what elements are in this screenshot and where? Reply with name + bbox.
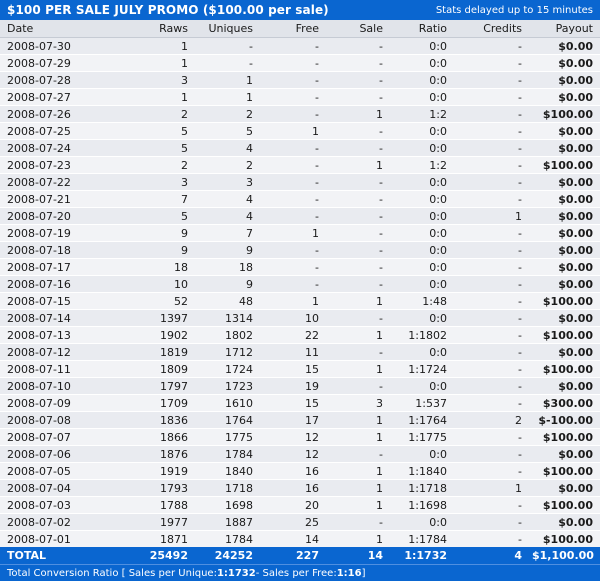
cell-credits: - bbox=[518, 243, 522, 257]
cell-payout: $0.00 bbox=[558, 515, 593, 529]
cell-raws: 9 bbox=[181, 226, 188, 240]
cell-uniques: 1718 bbox=[225, 481, 253, 495]
cell-ratio: 0:0 bbox=[429, 73, 447, 87]
cell-credits: - bbox=[518, 277, 522, 291]
footer-suffix: ] bbox=[361, 567, 366, 579]
cell-credits: - bbox=[518, 328, 522, 342]
cell-date: 2008-07-03 bbox=[7, 498, 71, 512]
cell-payout: $0.00 bbox=[558, 447, 593, 461]
cell-date: 2008-07-23 bbox=[7, 158, 71, 172]
cell-credits: 2 bbox=[515, 413, 522, 427]
table-row bbox=[0, 480, 600, 497]
cell-date: 2008-07-19 bbox=[7, 226, 71, 240]
cell-ratio: 1:1718 bbox=[408, 481, 447, 495]
cell-free: 16 bbox=[305, 481, 319, 495]
footer-prefix: Total Conversion Ratio [ Sales per Unique: bbox=[7, 567, 217, 579]
sales-per-unique: 1:1732 bbox=[216, 567, 256, 579]
cell-uniques: 1723 bbox=[225, 379, 253, 393]
cell-ratio: 1:48 bbox=[422, 294, 447, 308]
column-header-sale: Sale bbox=[359, 22, 383, 35]
cell-free: 11 bbox=[305, 345, 319, 359]
total-sale: 14 bbox=[367, 549, 383, 562]
cell-ratio: 0:0 bbox=[429, 515, 447, 529]
cell-ratio: 1:1698 bbox=[408, 498, 447, 512]
cell-raws: 5 bbox=[181, 124, 188, 138]
cell-date: 2008-07-27 bbox=[7, 90, 71, 104]
cell-uniques: 1784 bbox=[225, 532, 253, 546]
table-row bbox=[0, 242, 600, 259]
cell-raws: 1809 bbox=[160, 362, 188, 376]
cell-free: - bbox=[315, 90, 319, 104]
cell-uniques: 1724 bbox=[225, 362, 253, 376]
cell-date: 2008-07-09 bbox=[7, 396, 71, 410]
cell-free: 1 bbox=[312, 124, 319, 138]
cell-payout: $0.00 bbox=[558, 345, 593, 359]
cell-uniques: 18 bbox=[239, 260, 253, 274]
cell-credits: - bbox=[518, 73, 522, 87]
cell-payout: $100.00 bbox=[542, 532, 593, 546]
cell-ratio: 0:0 bbox=[429, 141, 447, 155]
cell-raws: 1819 bbox=[160, 345, 188, 359]
cell-raws: 1836 bbox=[160, 413, 188, 427]
cell-date: 2008-07-30 bbox=[7, 39, 71, 53]
cell-credits: - bbox=[518, 260, 522, 274]
cell-payout: $0.00 bbox=[558, 379, 593, 393]
cell-credits: - bbox=[518, 532, 522, 546]
cell-ratio: 0:0 bbox=[429, 447, 447, 461]
column-header-date: Date bbox=[7, 22, 34, 35]
cell-payout: $100.00 bbox=[542, 328, 593, 342]
cell-date: 2008-07-14 bbox=[7, 311, 71, 325]
cell-raws: 1977 bbox=[160, 515, 188, 529]
table-row bbox=[0, 463, 600, 480]
cell-payout: $100.00 bbox=[542, 498, 593, 512]
cell-ratio: 0:0 bbox=[429, 226, 447, 240]
cell-payout: $0.00 bbox=[558, 141, 593, 155]
total-credits: 4 bbox=[514, 549, 522, 562]
cell-date: 2008-07-24 bbox=[7, 141, 71, 155]
column-header-payout: Payout bbox=[555, 22, 593, 35]
cell-sale: 1 bbox=[376, 464, 383, 478]
table-row bbox=[0, 225, 600, 242]
table-row bbox=[0, 174, 600, 191]
cell-date: 2008-07-21 bbox=[7, 192, 71, 206]
cell-credits: - bbox=[518, 515, 522, 529]
cell-raws: 1397 bbox=[160, 311, 188, 325]
table-row bbox=[0, 89, 600, 106]
cell-date: 2008-07-18 bbox=[7, 243, 71, 257]
cell-uniques: 5 bbox=[246, 124, 253, 138]
cell-uniques: 1802 bbox=[225, 328, 253, 342]
table-row bbox=[0, 123, 600, 140]
cell-payout: $0.00 bbox=[558, 277, 593, 291]
footer-middle: - Sales per Free: bbox=[255, 567, 337, 579]
cell-payout: $0.00 bbox=[558, 226, 593, 240]
cell-sale: - bbox=[379, 226, 383, 240]
cell-date: 2008-07-29 bbox=[7, 56, 71, 70]
table-row bbox=[0, 38, 600, 55]
column-header-raws: Raws bbox=[159, 22, 188, 35]
cell-ratio: 1:1775 bbox=[408, 430, 447, 444]
cell-payout: $100.00 bbox=[542, 294, 593, 308]
cell-raws: 1788 bbox=[160, 498, 188, 512]
cell-free: 16 bbox=[305, 464, 319, 478]
cell-raws: 5 bbox=[181, 209, 188, 223]
total-uniques: 24252 bbox=[214, 549, 253, 562]
cell-free: 22 bbox=[305, 328, 319, 342]
column-header-credits: Credits bbox=[483, 22, 522, 35]
cell-sale: 3 bbox=[376, 396, 383, 410]
cell-raws: 1793 bbox=[160, 481, 188, 495]
cell-raws: 1866 bbox=[160, 430, 188, 444]
cell-credits: - bbox=[518, 430, 522, 444]
cell-credits: - bbox=[518, 175, 522, 189]
table-row bbox=[0, 378, 600, 395]
cell-date: 2008-07-10 bbox=[7, 379, 71, 393]
cell-payout: $0.00 bbox=[558, 243, 593, 257]
cell-free: - bbox=[315, 277, 319, 291]
cell-credits: - bbox=[518, 345, 522, 359]
cell-uniques: - bbox=[249, 39, 253, 53]
cell-payout: $100.00 bbox=[542, 107, 593, 121]
table-row bbox=[0, 259, 600, 276]
cell-sale: 1 bbox=[376, 532, 383, 546]
cell-credits: - bbox=[518, 226, 522, 240]
table-row bbox=[0, 412, 600, 429]
cell-raws: 7 bbox=[181, 192, 188, 206]
cell-ratio: 0:0 bbox=[429, 277, 447, 291]
cell-uniques: - bbox=[249, 56, 253, 70]
cell-raws: 1876 bbox=[160, 447, 188, 461]
cell-raws: 1871 bbox=[160, 532, 188, 546]
cell-uniques: 2 bbox=[246, 158, 253, 172]
cell-uniques: 1610 bbox=[225, 396, 253, 410]
table-row bbox=[0, 191, 600, 208]
cell-ratio: 0:0 bbox=[429, 379, 447, 393]
cell-sale: - bbox=[379, 260, 383, 274]
cell-payout: $0.00 bbox=[558, 311, 593, 325]
cell-free: - bbox=[315, 73, 319, 87]
cell-payout: $0.00 bbox=[558, 175, 593, 189]
table-row bbox=[0, 293, 600, 310]
cell-date: 2008-07-08 bbox=[7, 413, 71, 427]
cell-sale: - bbox=[379, 56, 383, 70]
cell-free: 12 bbox=[305, 447, 319, 461]
cell-uniques: 1314 bbox=[225, 311, 253, 325]
cell-sale: - bbox=[379, 90, 383, 104]
cell-date: 2008-07-02 bbox=[7, 515, 71, 529]
table-row bbox=[0, 361, 600, 378]
cell-sale: 1 bbox=[376, 481, 383, 495]
cell-date: 2008-07-04 bbox=[7, 481, 71, 495]
total-row bbox=[0, 547, 600, 564]
cell-raws: 2 bbox=[181, 158, 188, 172]
cell-uniques: 48 bbox=[239, 294, 253, 308]
cell-free: 25 bbox=[305, 515, 319, 529]
cell-free: 19 bbox=[305, 379, 319, 393]
cell-credits: - bbox=[518, 90, 522, 104]
cell-raws: 1 bbox=[181, 90, 188, 104]
cell-uniques: 1840 bbox=[225, 464, 253, 478]
cell-uniques: 4 bbox=[246, 209, 253, 223]
table-body bbox=[0, 38, 600, 548]
cell-sale: 1 bbox=[376, 107, 383, 121]
cell-credits: - bbox=[518, 396, 522, 410]
column-header-ratio: Ratio bbox=[418, 22, 447, 35]
cell-date: 2008-07-17 bbox=[7, 260, 71, 274]
cell-ratio: 0:0 bbox=[429, 311, 447, 325]
cell-free: - bbox=[315, 260, 319, 274]
cell-credits: - bbox=[518, 141, 522, 155]
cell-uniques: 1698 bbox=[225, 498, 253, 512]
cell-raws: 1 bbox=[181, 56, 188, 70]
cell-free: 1 bbox=[312, 226, 319, 240]
cell-credits: - bbox=[518, 362, 522, 376]
cell-sale: 1 bbox=[376, 328, 383, 342]
cell-date: 2008-07-01 bbox=[7, 532, 71, 546]
cell-credits: - bbox=[518, 447, 522, 461]
cell-free: - bbox=[315, 56, 319, 70]
stats-table bbox=[0, 20, 600, 548]
cell-ratio: 1:1784 bbox=[408, 532, 447, 546]
cell-sale: 1 bbox=[376, 294, 383, 308]
cell-ratio: 0:0 bbox=[429, 345, 447, 359]
total-raws: 25492 bbox=[149, 549, 188, 562]
cell-payout: $0.00 bbox=[558, 39, 593, 53]
cell-date: 2008-07-15 bbox=[7, 294, 71, 308]
cell-payout: $0.00 bbox=[558, 90, 593, 104]
column-header-free: Free bbox=[295, 22, 319, 35]
cell-credits: - bbox=[518, 158, 522, 172]
cell-credits: - bbox=[518, 107, 522, 121]
cell-ratio: 1:1724 bbox=[408, 362, 447, 376]
cell-date: 2008-07-26 bbox=[7, 107, 71, 121]
cell-date: 2008-07-07 bbox=[7, 430, 71, 444]
cell-sale: 1 bbox=[376, 413, 383, 427]
cell-date: 2008-07-12 bbox=[7, 345, 71, 359]
cell-raws: 10 bbox=[174, 277, 188, 291]
cell-uniques: 1775 bbox=[225, 430, 253, 444]
cell-ratio: 0:0 bbox=[429, 192, 447, 206]
cell-sale: - bbox=[379, 209, 383, 223]
table-row bbox=[0, 276, 600, 293]
cell-ratio: 0:0 bbox=[429, 175, 447, 189]
table-row bbox=[0, 446, 600, 463]
cell-payout: $0.00 bbox=[558, 260, 593, 274]
cell-ratio: 1:2 bbox=[429, 107, 447, 121]
table-row bbox=[0, 208, 600, 225]
cell-sale: - bbox=[379, 515, 383, 529]
cell-credits: 1 bbox=[515, 209, 522, 223]
cell-uniques: 1764 bbox=[225, 413, 253, 427]
cell-free: 1 bbox=[312, 294, 319, 308]
cell-date: 2008-07-06 bbox=[7, 447, 71, 461]
cell-ratio: 1:1840 bbox=[408, 464, 447, 478]
cell-uniques: 4 bbox=[246, 141, 253, 155]
column-header-uniques: Uniques bbox=[208, 22, 253, 35]
cell-credits: - bbox=[518, 56, 522, 70]
table-row bbox=[0, 514, 600, 531]
cell-uniques: 2 bbox=[246, 107, 253, 121]
table-row bbox=[0, 55, 600, 72]
cell-date: 2008-07-22 bbox=[7, 175, 71, 189]
cell-uniques: 9 bbox=[246, 243, 253, 257]
table-row bbox=[0, 344, 600, 361]
cell-raws: 1 bbox=[181, 39, 188, 53]
cell-credits: - bbox=[518, 379, 522, 393]
cell-payout: $0.00 bbox=[558, 192, 593, 206]
cell-payout: $0.00 bbox=[558, 209, 593, 223]
cell-payout: $100.00 bbox=[542, 464, 593, 478]
cell-uniques: 9 bbox=[246, 277, 253, 291]
table-row bbox=[0, 531, 600, 548]
cell-payout: $300.00 bbox=[542, 396, 593, 410]
cell-date: 2008-07-25 bbox=[7, 124, 71, 138]
cell-payout: $100.00 bbox=[542, 362, 593, 376]
cell-free: 14 bbox=[305, 532, 319, 546]
cell-date: 2008-07-11 bbox=[7, 362, 71, 376]
cell-raws: 1919 bbox=[160, 464, 188, 478]
cell-ratio: 0:0 bbox=[429, 124, 447, 138]
cell-raws: 3 bbox=[181, 73, 188, 87]
table-row bbox=[0, 395, 600, 412]
cell-raws: 1709 bbox=[160, 396, 188, 410]
cell-payout: $0.00 bbox=[558, 56, 593, 70]
cell-sale: - bbox=[379, 243, 383, 257]
cell-ratio: 0:0 bbox=[429, 90, 447, 104]
cell-free: - bbox=[315, 107, 319, 121]
cell-sale: - bbox=[379, 192, 383, 206]
cell-uniques: 1 bbox=[246, 90, 253, 104]
total-free: 227 bbox=[296, 549, 319, 562]
cell-free: 15 bbox=[305, 396, 319, 410]
cell-payout: $0.00 bbox=[558, 124, 593, 138]
cell-raws: 1797 bbox=[160, 379, 188, 393]
cell-free: - bbox=[315, 158, 319, 172]
total-ratio: 1:1732 bbox=[404, 549, 447, 562]
cell-credits: - bbox=[518, 464, 522, 478]
cell-payout: $100.00 bbox=[542, 430, 593, 444]
cell-ratio: 1:1802 bbox=[408, 328, 447, 342]
cell-ratio: 0:0 bbox=[429, 260, 447, 274]
cell-ratio: 1:1764 bbox=[408, 413, 447, 427]
cell-uniques: 1 bbox=[246, 73, 253, 87]
cell-free: 12 bbox=[305, 430, 319, 444]
cell-ratio: 1:537 bbox=[415, 396, 447, 410]
table-row bbox=[0, 106, 600, 123]
cell-free: - bbox=[315, 39, 319, 53]
cell-sale: - bbox=[379, 345, 383, 359]
table-row bbox=[0, 310, 600, 327]
cell-raws: 18 bbox=[174, 260, 188, 274]
table-row bbox=[0, 429, 600, 446]
cell-sale: 1 bbox=[376, 158, 383, 172]
cell-sale: 1 bbox=[376, 430, 383, 444]
cell-date: 2008-07-13 bbox=[7, 328, 71, 342]
cell-uniques: 4 bbox=[246, 192, 253, 206]
cell-raws: 5 bbox=[181, 141, 188, 155]
cell-free: 10 bbox=[305, 311, 319, 325]
cell-uniques: 3 bbox=[246, 175, 253, 189]
stats-delay-note: Stats delayed up to 15 minutes bbox=[435, 4, 593, 16]
cell-free: - bbox=[315, 175, 319, 189]
cell-credits: 1 bbox=[515, 481, 522, 495]
table-header bbox=[0, 20, 600, 38]
promo-title: $100 PER SALE JULY PROMO ($100.00 per sale) bbox=[7, 3, 329, 17]
cell-free: - bbox=[315, 141, 319, 155]
cell-sale: - bbox=[379, 175, 383, 189]
cell-sale: - bbox=[379, 311, 383, 325]
table-row bbox=[0, 497, 600, 514]
cell-free: 15 bbox=[305, 362, 319, 376]
cell-date: 2008-07-20 bbox=[7, 209, 71, 223]
table-row bbox=[0, 140, 600, 157]
cell-payout: $0.00 bbox=[558, 73, 593, 87]
cell-sale: - bbox=[379, 447, 383, 461]
cell-sale: - bbox=[379, 73, 383, 87]
cell-ratio: 0:0 bbox=[429, 209, 447, 223]
table-row bbox=[0, 72, 600, 89]
cell-credits: - bbox=[518, 498, 522, 512]
cell-ratio: 1:2 bbox=[429, 158, 447, 172]
cell-payout: $100.00 bbox=[542, 158, 593, 172]
cell-uniques: 1784 bbox=[225, 447, 253, 461]
cell-sale: 1 bbox=[376, 362, 383, 376]
cell-credits: - bbox=[518, 39, 522, 53]
cell-credits: - bbox=[518, 192, 522, 206]
cell-credits: - bbox=[518, 294, 522, 308]
cell-raws: 2 bbox=[181, 107, 188, 121]
cell-free: - bbox=[315, 209, 319, 223]
cell-credits: - bbox=[518, 311, 522, 325]
cell-sale: 1 bbox=[376, 498, 383, 512]
sales-per-free: 1:16 bbox=[336, 567, 362, 579]
table-row bbox=[0, 327, 600, 344]
cell-date: 2008-07-05 bbox=[7, 464, 71, 478]
cell-raws: 9 bbox=[181, 243, 188, 257]
cell-sale: - bbox=[379, 39, 383, 53]
cell-uniques: 1887 bbox=[225, 515, 253, 529]
cell-payout: $-100.00 bbox=[538, 413, 593, 427]
cell-uniques: 7 bbox=[246, 226, 253, 240]
cell-raws: 1902 bbox=[160, 328, 188, 342]
cell-ratio: 0:0 bbox=[429, 243, 447, 257]
conversion-ratio-footer bbox=[0, 564, 600, 581]
cell-raws: 3 bbox=[181, 175, 188, 189]
total-label: TOTAL bbox=[7, 549, 47, 562]
table-row bbox=[0, 157, 600, 174]
cell-free: 17 bbox=[305, 413, 319, 427]
cell-sale: - bbox=[379, 124, 383, 138]
total-payout: $1,100.00 bbox=[532, 549, 594, 562]
cell-ratio: 0:0 bbox=[429, 56, 447, 70]
cell-sale: - bbox=[379, 141, 383, 155]
cell-free: - bbox=[315, 192, 319, 206]
cell-raws: 52 bbox=[174, 294, 188, 308]
cell-date: 2008-07-28 bbox=[7, 73, 71, 87]
cell-sale: - bbox=[379, 379, 383, 393]
cell-date: 2008-07-16 bbox=[7, 277, 71, 291]
cell-credits: - bbox=[518, 124, 522, 138]
title-bar bbox=[0, 0, 600, 20]
cell-free: - bbox=[315, 243, 319, 257]
cell-ratio: 0:0 bbox=[429, 39, 447, 53]
cell-free: 20 bbox=[305, 498, 319, 512]
cell-payout: $0.00 bbox=[558, 481, 593, 495]
cell-sale: - bbox=[379, 277, 383, 291]
cell-uniques: 1712 bbox=[225, 345, 253, 359]
